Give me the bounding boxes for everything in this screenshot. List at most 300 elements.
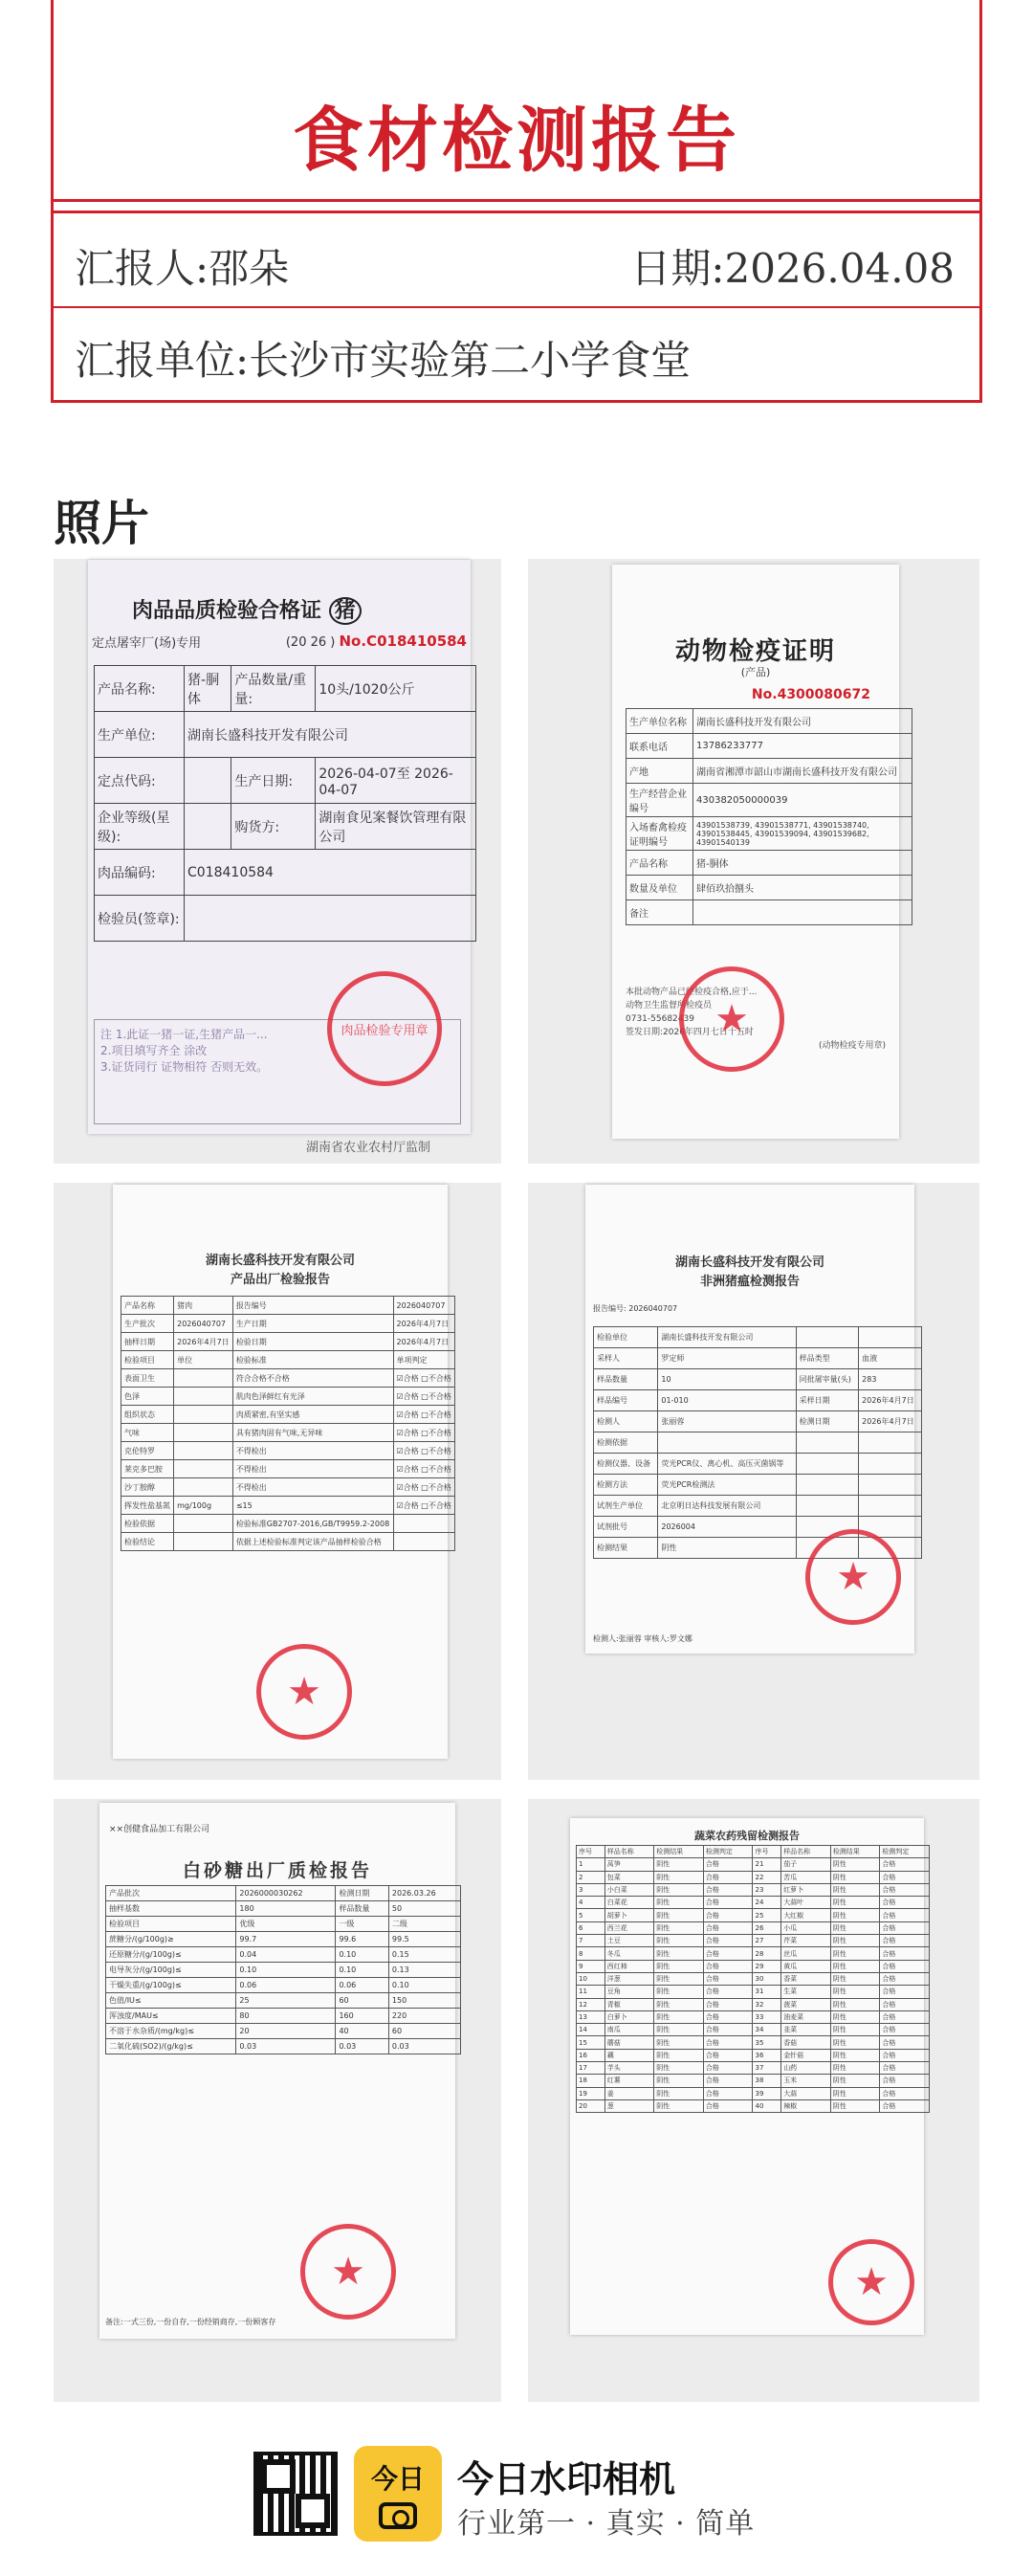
table-cell: 合格 xyxy=(703,1998,753,2010)
table-cell xyxy=(174,1515,233,1533)
factory-title: 产品出厂检验报告 xyxy=(230,1273,330,1287)
table-row xyxy=(121,1497,455,1515)
table-cell xyxy=(174,1406,233,1424)
table-cell: 4 xyxy=(577,1897,605,1909)
table-cell: 检测仪器、设备 xyxy=(594,1454,658,1475)
table-cell: 7 xyxy=(577,1935,605,1947)
table-cell: 检测方法 xyxy=(594,1475,658,1496)
table-cell: 样品数量 xyxy=(594,1369,658,1390)
table-cell: 莱克多巴胺 xyxy=(121,1460,174,1478)
table-cell: 0.03 xyxy=(236,2039,336,2054)
table-cell: ☑合格 □不合格 xyxy=(393,1478,454,1497)
table-cell: 阴性 xyxy=(830,1858,880,1871)
table-cell: 阴性 xyxy=(654,1947,704,1960)
table-cell: 合格 xyxy=(703,2010,753,2023)
table-cell: 2026040707 xyxy=(174,1315,233,1333)
table-cell: 36 xyxy=(753,2049,781,2061)
table-cell: 荧光PCR检测法 xyxy=(658,1475,796,1496)
table-cell: 小瓜 xyxy=(781,1921,831,1934)
meat-certificate xyxy=(88,560,471,1134)
table-cell xyxy=(174,1388,233,1406)
pesticide-stamp: ★ xyxy=(828,2239,914,2325)
table-row xyxy=(594,1454,922,1475)
table-cell: 山药 xyxy=(781,2062,831,2075)
table-cell: 17 xyxy=(577,2062,605,2075)
table-cell: 0.04 xyxy=(236,1947,336,1963)
table-cell: 肉质紧密,有坚实感 xyxy=(232,1406,393,1424)
table-cell: 12 xyxy=(577,1998,605,2010)
table-cell: 阴性 xyxy=(654,1909,704,1921)
table-cell: ☑合格 □不合格 xyxy=(393,1424,454,1442)
table-row xyxy=(106,1886,461,1901)
table-header-cell: 检测判定 xyxy=(703,1846,753,1858)
table-cell: 单位 xyxy=(174,1351,233,1369)
table-cell: 阴性 xyxy=(830,1897,880,1909)
quarantine-number: No.4300080672 xyxy=(751,687,870,702)
table-row xyxy=(121,1478,455,1497)
table-cell: 6 xyxy=(577,1921,605,1934)
table-cell: 阴性 xyxy=(654,2049,704,2061)
table-cell: 合格 xyxy=(880,1871,930,1883)
cert-title: 肉品品质检验合格证 猪 xyxy=(132,594,362,624)
table-cell: 辣椒 xyxy=(781,2099,831,2112)
sugar-footer: 备注:一式三份,一份自存,一份经销商存,一份顾客存 xyxy=(105,2318,276,2326)
table-cell xyxy=(174,1533,233,1551)
table-cell: 合格 xyxy=(880,2024,930,2036)
table-cell: 2026年4月7日 xyxy=(393,1315,454,1333)
table-cell xyxy=(859,1327,922,1348)
table-cell: 红薯 xyxy=(604,2075,654,2087)
divider xyxy=(54,306,979,308)
quarantine-table: 生产单位名称 湖南长盛科技开发有限公司 联系电话 13786233777 产地 湖南省湘潭市韶山市湖南长盛科技开发有限公司 生产经营企业编号 430382050000039 入场畜禽检疫证明编号 43901538739, 43901538771, 43901538740, 43901538445, 43901539094, 43901539682, 43901540139 产品名称 猪-胴体 数量及单位 肆佰玖拾捌头 备注 xyxy=(626,708,912,925)
table-cell: 土豆 xyxy=(604,1935,654,1947)
table-cell: 干燥失重/(g/100g)≤ xyxy=(106,1978,236,1993)
report-unit: 汇报单位:长沙市实验第二小学食堂 xyxy=(75,337,692,384)
sugar-stamp: ★ xyxy=(300,2224,396,2320)
table-row xyxy=(121,1460,455,1478)
table-cell: 33 xyxy=(753,2010,781,2023)
table-cell: 抽样日期 xyxy=(121,1333,174,1351)
table-cell: 0.10 xyxy=(336,1947,388,1963)
table-cell: 阴性 xyxy=(654,1883,704,1896)
table-cell: 莴笋 xyxy=(604,1858,654,1871)
table-cell: 阴性 xyxy=(830,1947,880,1960)
table-row xyxy=(577,2010,930,2023)
table-row xyxy=(577,1858,930,1871)
table-cell: 产品名称 xyxy=(121,1297,174,1315)
table-cell: 小白菜 xyxy=(604,1883,654,1896)
report-header xyxy=(51,0,982,403)
quarantine-title: 动物检疫证明 xyxy=(674,637,836,666)
factory-table xyxy=(121,1296,455,1551)
table-cell: 藕 xyxy=(604,2049,654,2061)
table-cell: 沙丁胺醇 xyxy=(121,1478,174,1497)
table-cell: 阴性 xyxy=(654,1986,704,1998)
table-cell: 220 xyxy=(388,2009,460,2024)
table-cell: 29 xyxy=(753,1960,781,1972)
table-row xyxy=(577,2075,930,2087)
pesticide-residue-report xyxy=(570,1818,924,2335)
table-cell xyxy=(658,1432,796,1454)
table-cell: 一级 xyxy=(336,1917,388,1932)
table-row xyxy=(121,1297,455,1315)
table-row xyxy=(594,1327,922,1348)
table-cell: 20 xyxy=(577,2099,605,2112)
table-cell: 依据上述检验标准判定该产品抽样检验合格 xyxy=(232,1533,393,1551)
table-row xyxy=(594,1390,922,1411)
table-cell: 80 xyxy=(236,2009,336,2024)
table-row xyxy=(577,1871,930,1883)
asf-company: 湖南长盛科技开发有限公司 xyxy=(674,1255,824,1270)
table-cell: 南瓜 xyxy=(604,2024,654,2036)
table-row xyxy=(106,1963,461,1978)
table-cell: 检验标准GB2707-2016,GB/T9959.2-2008 xyxy=(232,1515,393,1533)
table-cell: 26 xyxy=(753,1921,781,1934)
table-cell: 合格 xyxy=(880,1897,930,1909)
table-cell: 合格 xyxy=(880,2087,930,2099)
table-cell: 蔗糖分/(g/100g)≥ xyxy=(106,1932,236,1947)
table-cell: 0.03 xyxy=(336,2039,388,2054)
table-cell: 挥发性盐基氮 xyxy=(121,1497,174,1515)
table-cell: 检测人 xyxy=(594,1411,658,1432)
table-cell: 合格 xyxy=(880,2099,930,2112)
table-header-cell: 样品名称 xyxy=(781,1846,831,1858)
table-cell: 阴性 xyxy=(654,1921,704,1934)
qr-code[interactable] xyxy=(253,2452,338,2536)
table-cell: 生产日期 xyxy=(232,1315,393,1333)
brand-tagline: 行业第一 · 真实 · 简单 xyxy=(457,2507,756,2541)
table-cell: 30 xyxy=(753,1972,781,1985)
table-cell: 阴性 xyxy=(830,1972,880,1985)
table-row xyxy=(594,1369,922,1390)
quarantine-note: 本批动物产品已经检疫合格,应于... 动物卫生监督所检疫员 0731-55682439 签发日期:2026年四月七日十五时 (动物检疫专用章) xyxy=(626,988,886,1051)
table-cell xyxy=(859,1496,922,1517)
table-cell: 2026004 xyxy=(658,1517,796,1538)
report-title: 食材检测报告 xyxy=(293,100,740,182)
table-cell: 不溶于水杂质/(mg/kg)≤ xyxy=(106,2024,236,2039)
table-cell: 试剂生产单位 xyxy=(594,1496,658,1517)
table-cell: 3 xyxy=(577,1883,605,1896)
table-cell: 阴性 xyxy=(654,2036,704,2049)
cert-table: 产品名称: 猪-胴体 产品数量/重量: 10头/1020公斤 生产单位: 湖南长盛科技开发有限公司 定点代码: 生产日期: 2026-04-07至 2026-04-07 企业等级(星级): 购货方: 湖南食见案餐饮管理有限公司 肉品编码: C018410584 检验员(签章): xyxy=(94,665,476,942)
table-cell: 21 xyxy=(753,1858,781,1871)
table-row xyxy=(577,1947,930,1960)
table-cell: 160 xyxy=(336,2009,388,2024)
table-cell: 合格 xyxy=(880,1986,930,1998)
table-cell: 合格 xyxy=(703,2036,753,2049)
table-cell: mg/100g xyxy=(174,1497,233,1515)
table-cell: 西兰花 xyxy=(604,1921,654,1934)
table-cell: 5 xyxy=(577,1909,605,1921)
table-cell: 姜 xyxy=(604,2087,654,2099)
pesticide-table xyxy=(576,1845,930,2113)
app-logo xyxy=(354,2446,442,2542)
table-cell: ☑合格 □不合格 xyxy=(393,1388,454,1406)
cert-footer: 湖南省农业农村厅监制 xyxy=(306,1141,431,1155)
table-cell: 合格 xyxy=(703,1883,753,1896)
table-cell: 合格 xyxy=(703,1871,753,1883)
table-cell: 合格 xyxy=(880,1998,930,2010)
table-cell: 18 xyxy=(577,2075,605,2087)
table-cell: 合格 xyxy=(703,1960,753,1972)
table-cell: 韭菜 xyxy=(781,2024,831,2036)
table-cell: 阴性 xyxy=(830,1871,880,1883)
table-row xyxy=(577,1972,930,1985)
table-row xyxy=(121,1369,455,1388)
table-cell: 2026年4月7日 xyxy=(859,1411,922,1432)
table-cell: 检验单位 xyxy=(594,1327,658,1348)
table-cell: 阴性 xyxy=(830,2010,880,2023)
table-row xyxy=(106,1901,461,1917)
table-cell: 浑浊度/MAU≤ xyxy=(106,2009,236,2024)
table-row xyxy=(121,1406,455,1424)
table-row xyxy=(577,1960,930,1972)
table-cell: 阴性 xyxy=(830,1909,880,1921)
factory-inspection-report xyxy=(113,1185,451,1759)
table-cell: 金针菇 xyxy=(781,2049,831,2061)
table-cell: 阴性 xyxy=(654,1871,704,1883)
table-cell: 合格 xyxy=(703,2062,753,2075)
table-row xyxy=(106,2039,461,2054)
table-cell: 合格 xyxy=(880,2010,930,2023)
table-cell: 2 xyxy=(577,1871,605,1883)
table-cell: 阴性 xyxy=(654,1960,704,1972)
table-cell: 合格 xyxy=(703,2099,753,2112)
table-cell: 25 xyxy=(753,1909,781,1921)
table-cell: 丝瓜 xyxy=(781,1947,831,1960)
table-cell: 0.15 xyxy=(388,1947,460,1963)
table-header-cell: 检测结果 xyxy=(830,1846,880,1858)
table-cell: 0.10 xyxy=(336,1963,388,1978)
table-cell: 检验项目 xyxy=(106,1917,236,1932)
table-cell: 洋葱 xyxy=(604,1972,654,1985)
table-cell xyxy=(796,1454,858,1475)
table-cell: 合格 xyxy=(703,1921,753,1934)
table-row xyxy=(121,1388,455,1406)
table-cell: 35 xyxy=(753,2036,781,2049)
table-cell: 菠菜 xyxy=(781,1998,831,2010)
table-cell: 符合合格不合格 xyxy=(232,1369,393,1388)
table-cell: 阴性 xyxy=(654,1858,704,1871)
table-cell: 合格 xyxy=(703,2087,753,2099)
table-cell xyxy=(393,1515,454,1533)
table-cell xyxy=(859,1454,922,1475)
table-cell: 检验项目 xyxy=(121,1351,174,1369)
table-cell: 阴性 xyxy=(830,2062,880,2075)
cert-notes: 注 1.此证一猪一证,生猪产品一... 2.项目填写齐全 涂改 3.证货同行 证物相符 否则无效。 xyxy=(94,1019,461,1124)
table-cell: 150 xyxy=(388,1993,460,2009)
table-cell: 28 xyxy=(753,1947,781,1960)
table-cell: 阴性 xyxy=(830,2036,880,2049)
table-cell: 电导灰分/(g/100g)≤ xyxy=(106,1963,236,1978)
table-cell xyxy=(174,1369,233,1388)
table-cell: 2026040707 xyxy=(393,1297,454,1315)
table-cell: 8 xyxy=(577,1947,605,1960)
meta-row xyxy=(75,329,955,387)
table-cell: 10 xyxy=(577,1972,605,1985)
table-row xyxy=(106,1917,461,1932)
table-row xyxy=(106,2009,461,2024)
table-cell: 阴性 xyxy=(830,2024,880,2036)
table-cell: 香菜 xyxy=(781,1972,831,1985)
table-cell: 16 xyxy=(577,2049,605,2061)
table-cell: 合格 xyxy=(880,1883,930,1896)
table-cell: 检验日期 xyxy=(232,1333,393,1351)
table-cell: 50 xyxy=(388,1901,460,1917)
table-row xyxy=(106,2024,461,2039)
table-cell: 合格 xyxy=(703,2049,753,2061)
table-row xyxy=(594,1432,922,1454)
table-cell: 检验标准 xyxy=(232,1351,393,1369)
cert-subtitle: 定点屠宰厂(场)专用 (20 26 ) No.C018410584 xyxy=(92,633,467,651)
table-cell: 荧光PCR仪、离心机、高压灭菌锅等 xyxy=(658,1454,796,1475)
table-cell: 黄瓜 xyxy=(781,1960,831,1972)
asf-stamp: ★ xyxy=(805,1529,901,1625)
table-cell: 合格 xyxy=(703,2075,753,2087)
table-cell: 合格 xyxy=(880,1947,930,1960)
table-cell: 10 xyxy=(658,1369,796,1390)
table-cell: 大蒜叶 xyxy=(781,1897,831,1909)
table-cell: 色值/IU≤ xyxy=(106,1993,236,2009)
table-cell: 产品批次 xyxy=(106,1886,236,1901)
table-cell: 生产批次 xyxy=(121,1315,174,1333)
pesticide-title: 蔬菜农药残留检测报告 xyxy=(694,1830,800,1842)
table-cell: 合格 xyxy=(703,1909,753,1921)
table-cell: 不得检出 xyxy=(232,1442,393,1460)
table-row xyxy=(577,1935,930,1947)
table-cell: 合格 xyxy=(703,2024,753,2036)
table-cell: 39 xyxy=(753,2087,781,2099)
table-cell: 阴性 xyxy=(654,1998,704,2010)
table-cell: 合格 xyxy=(880,1909,930,1921)
table-cell: 包菜 xyxy=(604,1871,654,1883)
table-cell: 玉米 xyxy=(781,2075,831,2087)
asf-test-report xyxy=(585,1185,914,1654)
table-cell: 茄子 xyxy=(781,1858,831,1871)
table-cell: 阴性 xyxy=(654,2099,704,2112)
table-cell: 2026年4月7日 xyxy=(393,1333,454,1351)
table-cell: ☑合格 □不合格 xyxy=(393,1406,454,1424)
table-cell: 合格 xyxy=(880,2075,930,2087)
table-cell: 样品类型 xyxy=(796,1348,858,1369)
table-cell: 阴性 xyxy=(830,2075,880,2087)
table-cell: 优级 xyxy=(236,1917,336,1932)
table-cell: 合格 xyxy=(703,1947,753,1960)
table-cell: 2026年4月7日 xyxy=(859,1390,922,1411)
table-row xyxy=(594,1348,922,1369)
table-cell: 阴性 xyxy=(654,2010,704,2023)
table-cell: 合格 xyxy=(703,1972,753,1985)
table-cell: 阴性 xyxy=(830,1883,880,1896)
table-cell: 采样人 xyxy=(594,1348,658,1369)
table-cell: 单项判定 xyxy=(393,1351,454,1369)
table-cell: 合格 xyxy=(703,1897,753,1909)
table-cell: 25 xyxy=(236,1993,336,2009)
table-row xyxy=(121,1515,455,1533)
table-cell: 克伦特罗 xyxy=(121,1442,174,1460)
table-cell: 抽样基数 xyxy=(106,1901,236,1917)
table-cell: 豆角 xyxy=(604,1986,654,1998)
quarantine-certificate xyxy=(612,565,899,1139)
table-cell: 同批屠宰量(头) xyxy=(796,1369,858,1390)
table-cell: 猪肉 xyxy=(174,1297,233,1315)
table-cell: 蘑菇 xyxy=(604,2036,654,2049)
table-cell xyxy=(859,1475,922,1496)
table-cell: 0.13 xyxy=(388,1963,460,1978)
table-header-cell: 检测结果 xyxy=(654,1846,704,1858)
table-row xyxy=(121,1424,455,1442)
table-cell: 99.6 xyxy=(336,1932,388,1947)
table-cell xyxy=(174,1460,233,1478)
table-cell: 生菜 xyxy=(781,1986,831,1998)
table-cell: 具有猪肉固有气味,无异味 xyxy=(232,1424,393,1442)
table-cell: 红萝卜 xyxy=(781,1883,831,1896)
table-cell: 阴性 xyxy=(830,1921,880,1934)
table-cell: ☑合格 □不合格 xyxy=(393,1369,454,1388)
table-cell: 西红柿 xyxy=(604,1960,654,1972)
table-row xyxy=(577,1998,930,2010)
table-row xyxy=(577,1986,930,1998)
table-cell: 283 xyxy=(859,1369,922,1390)
table-cell: 湖南长盛科技开发有限公司 xyxy=(658,1327,796,1348)
table-cell: 15 xyxy=(577,2036,605,2049)
table-cell xyxy=(174,1442,233,1460)
table-cell: 0.10 xyxy=(388,1978,460,1993)
table-cell: 检验依据 xyxy=(121,1515,174,1533)
table-row xyxy=(106,1978,461,1993)
table-cell: ☑合格 □不合格 xyxy=(393,1442,454,1460)
table-cell: 白菜花 xyxy=(604,1897,654,1909)
table-cell: 检测结果 xyxy=(594,1538,658,1559)
table-cell: ≤15 xyxy=(232,1497,393,1515)
table-cell: 0.10 xyxy=(236,1963,336,1978)
table-cell: 二级 xyxy=(388,1917,460,1932)
table-cell: 合格 xyxy=(880,1972,930,1985)
table-row xyxy=(594,1411,922,1432)
table-cell: 检测日期 xyxy=(796,1411,858,1432)
table-cell xyxy=(796,1496,858,1517)
table-cell: 气味 xyxy=(121,1424,174,1442)
table-cell: 报告编号 xyxy=(232,1297,393,1315)
table-cell: 香菇 xyxy=(781,2036,831,2049)
table-row xyxy=(577,1921,930,1934)
table-cell: 2026年4月7日 xyxy=(174,1333,233,1351)
table-row xyxy=(577,1897,930,1909)
table-row xyxy=(121,1442,455,1460)
table-cell: ☑合格 □不合格 xyxy=(393,1497,454,1515)
camera-icon xyxy=(379,2502,417,2529)
asf-table xyxy=(593,1326,922,1559)
table-row xyxy=(594,1496,922,1517)
table-row xyxy=(121,1351,455,1369)
table-cell: 合格 xyxy=(880,2062,930,2075)
table-cell: 油麦菜 xyxy=(781,2010,831,2023)
logo-text: 今日 xyxy=(370,2463,425,2495)
table-cell: 0.06 xyxy=(336,1978,388,1993)
table-cell: 27 xyxy=(753,1935,781,1947)
sugar-inspection-report xyxy=(99,1803,455,2339)
table-cell: 阴性 xyxy=(830,2087,880,2099)
table-cell: 180 xyxy=(236,1901,336,1917)
table-cell: 检测依据 xyxy=(594,1432,658,1454)
divider xyxy=(54,211,979,213)
table-cell xyxy=(393,1533,454,1551)
inspection-stamp: 肉品检验专用章 xyxy=(327,971,442,1086)
table-cell: 99.7 xyxy=(236,1932,336,1947)
quarantine-stamp: ★ xyxy=(679,966,784,1072)
table-cell: 检验结论 xyxy=(121,1533,174,1551)
table-cell: 34 xyxy=(753,2024,781,2036)
